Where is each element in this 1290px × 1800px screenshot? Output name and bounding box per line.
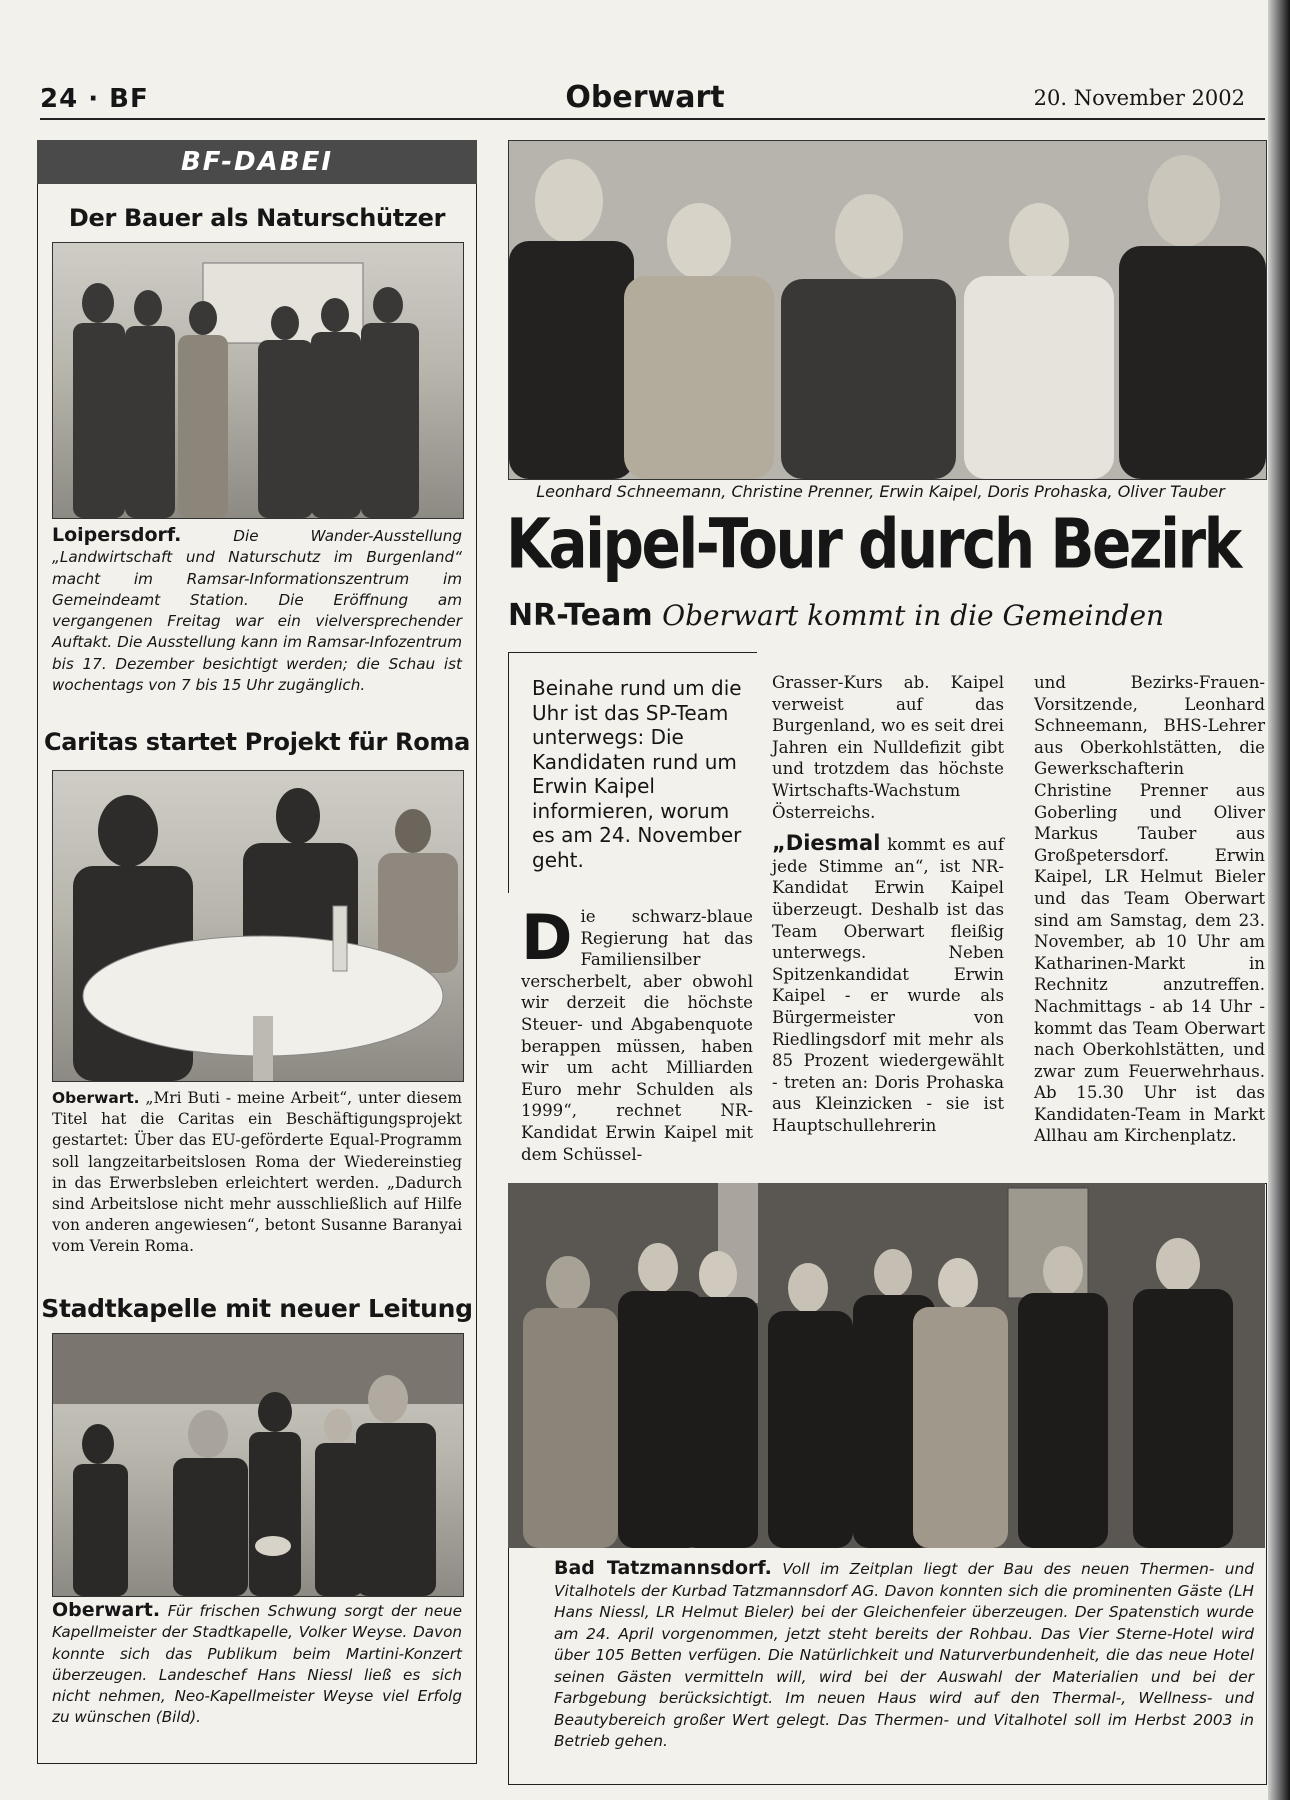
article-column-3	[1034, 672, 1265, 1147]
photo-press-conference	[52, 770, 464, 1082]
photo-caption: Leonhard Schneemann, Christine Prenner, Erwin Kaipel, Doris Prohaska, Oliver Tauber	[536, 482, 1225, 501]
article-column-1	[521, 901, 753, 1165]
column-1-text: ie schwarz-blaue Regierung hat das Familiensilber verscherbelt, aber obwohl wir derzeit die höchste Steuer- und Abgabenquote berappen müssen, haben wir um acht Milliarden Euro mehr Schulden als 1999“, rechnet NR-Kandidat Erwin Kaipel mit dem Schüssel-	[521, 907, 753, 1164]
sidebar-headline-3: Stadtkapelle mit neuer Leitung	[41, 1294, 473, 1323]
column-2-text-b: kommt es auf jede Stimme an“, ist NR-Kandidat Erwin Kaipel überzeugt. Deshalb ist das Team Oberwart fleißig unterwegs. Neben Spitzenkandidat Erwin Kaipel - er wurde als Bürgermeister von Riedlingsdorf mit mehr als 85 Prozent wiedergewählt - treten an: Doris Prohaska aus Kleinzicken - sie ist Hauptschullehrerin	[772, 835, 1004, 1135]
photo-bandmaster	[52, 1333, 464, 1597]
column-2-text-a: Grasser-Kurs ab. Kaipel verweist auf das Burgenland, wo es seit drei Jahren ein Nulldefizit gibt und trotzdem das höchste Wirtschafts-Wachstum Österreichs.	[772, 673, 1004, 822]
header-rule	[40, 118, 1265, 120]
page-edge	[1268, 0, 1290, 1800]
sidebar-headline-2: Caritas startet Projekt für Roma	[43, 728, 471, 756]
page-number: 24 · BF	[40, 84, 149, 114]
sidebar-body-2: „Mri Buti - meine Arbeit“, unter diesem Titel hat die Caritas ein Beschäftigungsprojekt gestartet: Über das EU-geförderte Equal-Programm soll langzeitarbeitslosen Roma der Wiedereinstieg in das Erwerbsleben erleichtert werden. „Dadurch sind Arbeitslose nicht mehr ausschließlich auf Hilfe von anderen angewiesen“, betont Susanne Baranyai vom Verein Roma.	[52, 1089, 462, 1256]
sidebar-headline-1: Der Bauer als Naturschützer	[68, 204, 446, 232]
column-2-lead: „Diesmal	[772, 831, 881, 856]
sidebar-banner: BF-DABEI	[37, 140, 477, 184]
sidebar-article-1	[52, 525, 462, 696]
issue-date: 20. November 2002	[1033, 86, 1245, 110]
teaser-text: Beinahe rund um die Uhr ist das SP-Team unterwegs: Die Kandidaten rund um Erwin Kaipel informieren, worum es am 24. November geht.	[532, 676, 742, 872]
bottom-caption-body: Voll im Zeitplan liegt der Bau des neuen Thermen- und Vitalhotels der Kurbad Tatzmannsdorf AG. Davon konnten sich die prominenten Gäste (LH Hans Niessl, LR Helmut Bieler) bei der Gleichenfeier überzeugen. Der Spatenstich wurde am 24. April vorgenommen, jetzt steht bereits der Rohbau. Das Vier Sterne-Hotel wird über 105 Betten verfügen. Die Natürlichkeit und Naturverbundenheit, die das neue Hotel seinen Gästen vermitteln will, wird bei der Auswahl der Materialien und bei der Farbgebung berücksichtigt. Im neuen Haus wird auf den Thermal-, Wellness- und Beautybereich großer Wert gelegt. Das Thermen- und Vitalhotel soll im Herbst 2003 in Betrieb gehen.	[554, 1560, 1254, 1750]
subhead-italic: Oberwart kommt in die Gemeinden	[662, 599, 1165, 632]
bottom-caption-lead: Bad Tatzmannsdorf.	[554, 1557, 772, 1579]
sidebar-article-3	[52, 1600, 462, 1729]
sidebar-body-3: Für frischen Schwung sorgt der neue Kapellmeister der Stadtkapelle, Volker Weyse. Davon konnte sich das Publikum beim Martini-Konzert überzeugen. Landeschef Hans Niessl ließ es sich nicht nehmen, Neo-Kapellmeister Weyse viel Erfolg zu wünschen (Bild).	[52, 1602, 463, 1727]
sidebar-lead-1: Loipersdorf.	[52, 524, 182, 546]
column-3-text: und Bezirks-Frauen-Vorsitzende, Leonhard Schneemann, BHS-Lehrer aus Oberkohlstätten, die Gewerkschafterin Christine Prenner aus Goberling und Oliver Markus Tauber aus Großpetersdorf. Erwin Kaipel, LR Helmut Bieler und das Team Oberwart sind am Samstag, dem 23. November, ab 10 Uhr am Katharinen-Markt in Rechnitz anzutreffen. Nachmittags - ab 14 Uhr - kommt das Team Oberwart nach Oberkohlstätten, und zwar zum Feuerwehrhaus. Ab 15.30 Uhr ist das Kandidaten-Team in Markt Allhau am Kirchenplatz.	[1034, 673, 1265, 1146]
main-headline: Kaipel-Tour durch Bezirk	[506, 504, 1240, 585]
subhead-bold: NR-Team	[508, 598, 653, 633]
article-column-2	[772, 672, 1004, 1136]
sidebar-lead-3: Oberwart.	[52, 1599, 161, 1621]
sidebar-article-2	[52, 1088, 462, 1258]
photo-candidates	[508, 140, 1267, 480]
photo-exhibition	[52, 242, 464, 519]
bottom-caption	[554, 1558, 1254, 1753]
sidebar-lead-2: Oberwart.	[52, 1089, 140, 1107]
section-title: Oberwart	[565, 80, 725, 115]
subheadline	[508, 598, 1164, 633]
photo-topping-out	[508, 1183, 1265, 1548]
sidebar-body-1: Die Wander-Ausstellung „Landwirtschaft und Naturschutz im Burgenland“ macht im Ramsar-Informationszentrum im Gemeindeamt Station. Die Eröffnung am vergangenen Freitag war ein vielversprechender Auftakt. Die Ausstellung kann im Ramsar-Infozentrum bis 17. Dezember besichtigt werden; die Schau ist wochentags von 7 bis 15 Uhr zugänglich.	[52, 527, 462, 695]
drop-cap: D	[521, 901, 573, 974]
